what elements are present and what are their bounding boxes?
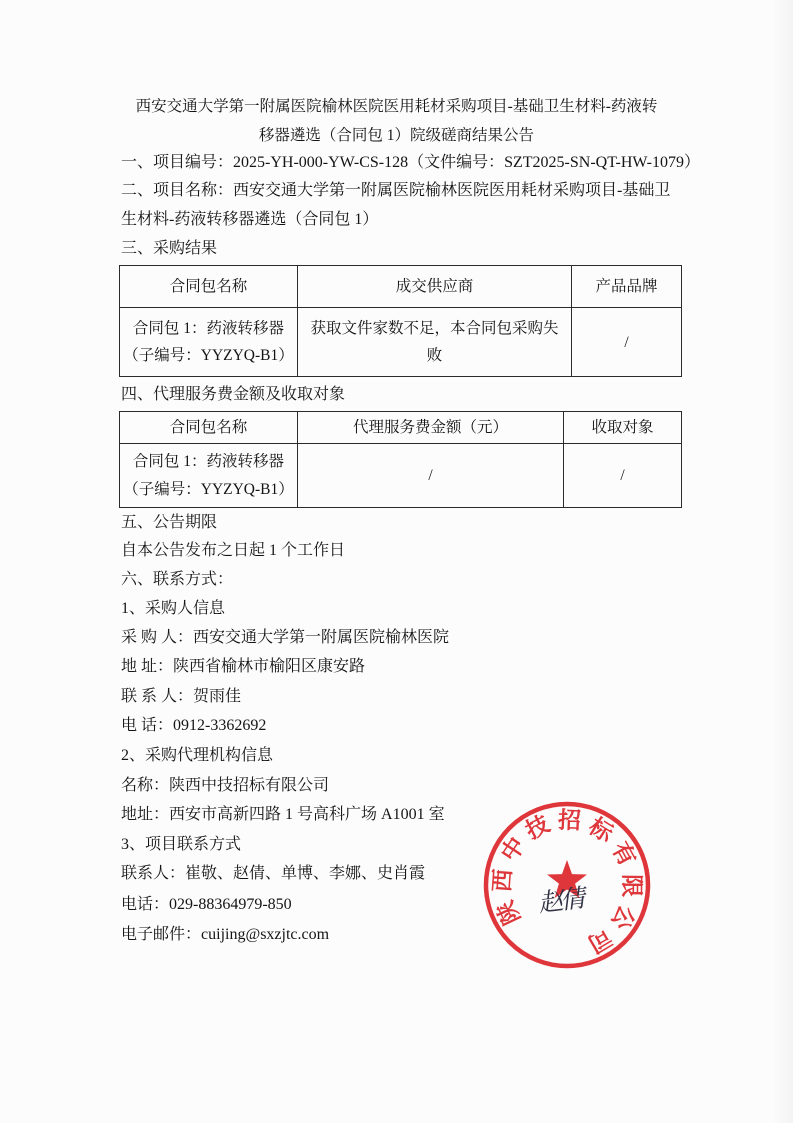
purchaser-address bbox=[121, 657, 365, 677]
header-package-name: 合同包名称 bbox=[120, 266, 298, 308]
project-contact-label: 联系人： bbox=[121, 865, 186, 882]
agency-fee-heading: 四、代理服务费金额及收取对象 bbox=[121, 386, 346, 403]
header-winning-supplier: 成交供应商 bbox=[298, 266, 572, 308]
cell-product-brand: / bbox=[572, 308, 682, 377]
notice-period-heading: 五、公告期限 bbox=[121, 514, 218, 531]
agency-address-label: 地址： bbox=[121, 806, 170, 823]
procurement-result-heading: 三、采购结果 bbox=[121, 240, 218, 257]
company-seal bbox=[477, 795, 657, 975]
project-number-label: 一、项目编号： bbox=[121, 154, 234, 171]
agency-name bbox=[121, 776, 329, 796]
purchaser-heading: 1、采购人信息 bbox=[121, 600, 226, 617]
project-name-value-line-1: 西安交通大学第一附属医院榆林医院医用耗材采购项目-基础卫 bbox=[233, 182, 671, 199]
agency-fee-table bbox=[119, 411, 682, 508]
purchaser-address-value: 陕西省榆林市榆阳区康安路 bbox=[173, 658, 366, 675]
project-contact-email bbox=[121, 925, 329, 945]
announcement-title-line-2: 移器遴选（合同包 1）院级磋商结果公告 bbox=[258, 127, 535, 144]
project-number-value: 2025-YH-000-YW-CS-128（文件编号：SZT2025-SN-QT-HW-1079） bbox=[233, 154, 700, 171]
seal-text: 陕西中技招标有限公司 bbox=[488, 806, 646, 959]
agency-address-value: 西安市高新四路 1 号高科广场 A1001 室 bbox=[169, 806, 445, 823]
purchaser-address-label: 地 址： bbox=[121, 658, 174, 675]
project-name bbox=[121, 181, 670, 201]
purchaser-name-label: 采 购 人： bbox=[121, 629, 194, 646]
cell-agency-fee-amount: / bbox=[298, 444, 564, 508]
header-package-name: 合同包名称 bbox=[120, 412, 298, 444]
project-name-value-line-2: 生材料-药液转移器遴选（合同包 1） bbox=[121, 211, 379, 228]
project-phone-value: 029-88364979-850 bbox=[169, 896, 292, 913]
purchaser-phone-label: 电 话： bbox=[121, 717, 174, 734]
package-name-line-1: 合同包 1：药液转移器 bbox=[132, 452, 285, 470]
table-row bbox=[120, 308, 682, 377]
project-contact-phone bbox=[121, 895, 292, 915]
project-number bbox=[121, 153, 700, 173]
cell-winning-supplier bbox=[298, 308, 572, 377]
project-phone-label: 电话： bbox=[121, 896, 170, 913]
purchaser-phone-value: 0912-3362692 bbox=[173, 717, 267, 734]
notice-period-text: 自本公告发布之日起 1 个工作日 bbox=[121, 542, 346, 559]
supplier-line-1: 获取文件家数不足，本合同包采购失 bbox=[310, 320, 559, 337]
purchaser-phone bbox=[121, 716, 266, 736]
agency-heading: 2、采购代理机构信息 bbox=[121, 747, 274, 764]
header-product-brand: 产品品牌 bbox=[572, 266, 682, 308]
project-contact-value: 崔敬、赵倩、单博、李娜、史肖霞 bbox=[185, 865, 426, 882]
header-agency-fee-amount: 代理服务费金额（元） bbox=[298, 412, 564, 444]
package-name-line-2: （子编号：YYZYQ-B1） bbox=[123, 480, 294, 498]
agency-name-value: 陕西中技招标有限公司 bbox=[169, 777, 330, 794]
agency-name-label: 名称： bbox=[121, 777, 170, 794]
purchaser-contact-label: 联 系 人： bbox=[121, 688, 194, 705]
project-email-value: cuijing@sxzjtc.com bbox=[201, 926, 330, 943]
package-name-line-2: （子编号：YYZYQ-B1） bbox=[123, 347, 294, 364]
agency-address bbox=[121, 805, 445, 825]
project-email-label: 电子邮件： bbox=[121, 926, 202, 943]
package-name-line-1: 合同包 1：药液转移器 bbox=[132, 320, 285, 337]
cell-package-name bbox=[120, 444, 298, 508]
purchaser-contact-value: 贺雨佳 bbox=[193, 688, 242, 705]
purchaser-name-value: 西安交通大学第一附属医院榆林医院 bbox=[193, 629, 450, 646]
table-row bbox=[120, 444, 682, 508]
supplier-line-2: 败 bbox=[426, 347, 443, 364]
purchaser-name bbox=[121, 628, 449, 648]
contacts-heading: 六、联系方式： bbox=[121, 571, 234, 588]
procurement-result-table bbox=[119, 265, 682, 377]
cell-package-name bbox=[120, 308, 298, 377]
header-fee-payer: 收取对象 bbox=[564, 412, 682, 444]
project-contact-heading: 3、项目联系方式 bbox=[121, 836, 242, 853]
purchaser-contact bbox=[121, 687, 241, 707]
project-contact-persons bbox=[121, 864, 425, 884]
table-header-row bbox=[120, 412, 682, 444]
table-header-row bbox=[120, 266, 682, 308]
cell-fee-payer: / bbox=[564, 444, 682, 508]
scan-edge-shadow bbox=[771, 0, 793, 1123]
project-name-label: 二、项目名称： bbox=[121, 182, 234, 199]
announcement-title-line-1: 西安交通大学第一附属医院榆林医院医用耗材采购项目-基础卫生材料-药液转 bbox=[135, 98, 658, 115]
signature: 赵倩 bbox=[536, 883, 584, 918]
